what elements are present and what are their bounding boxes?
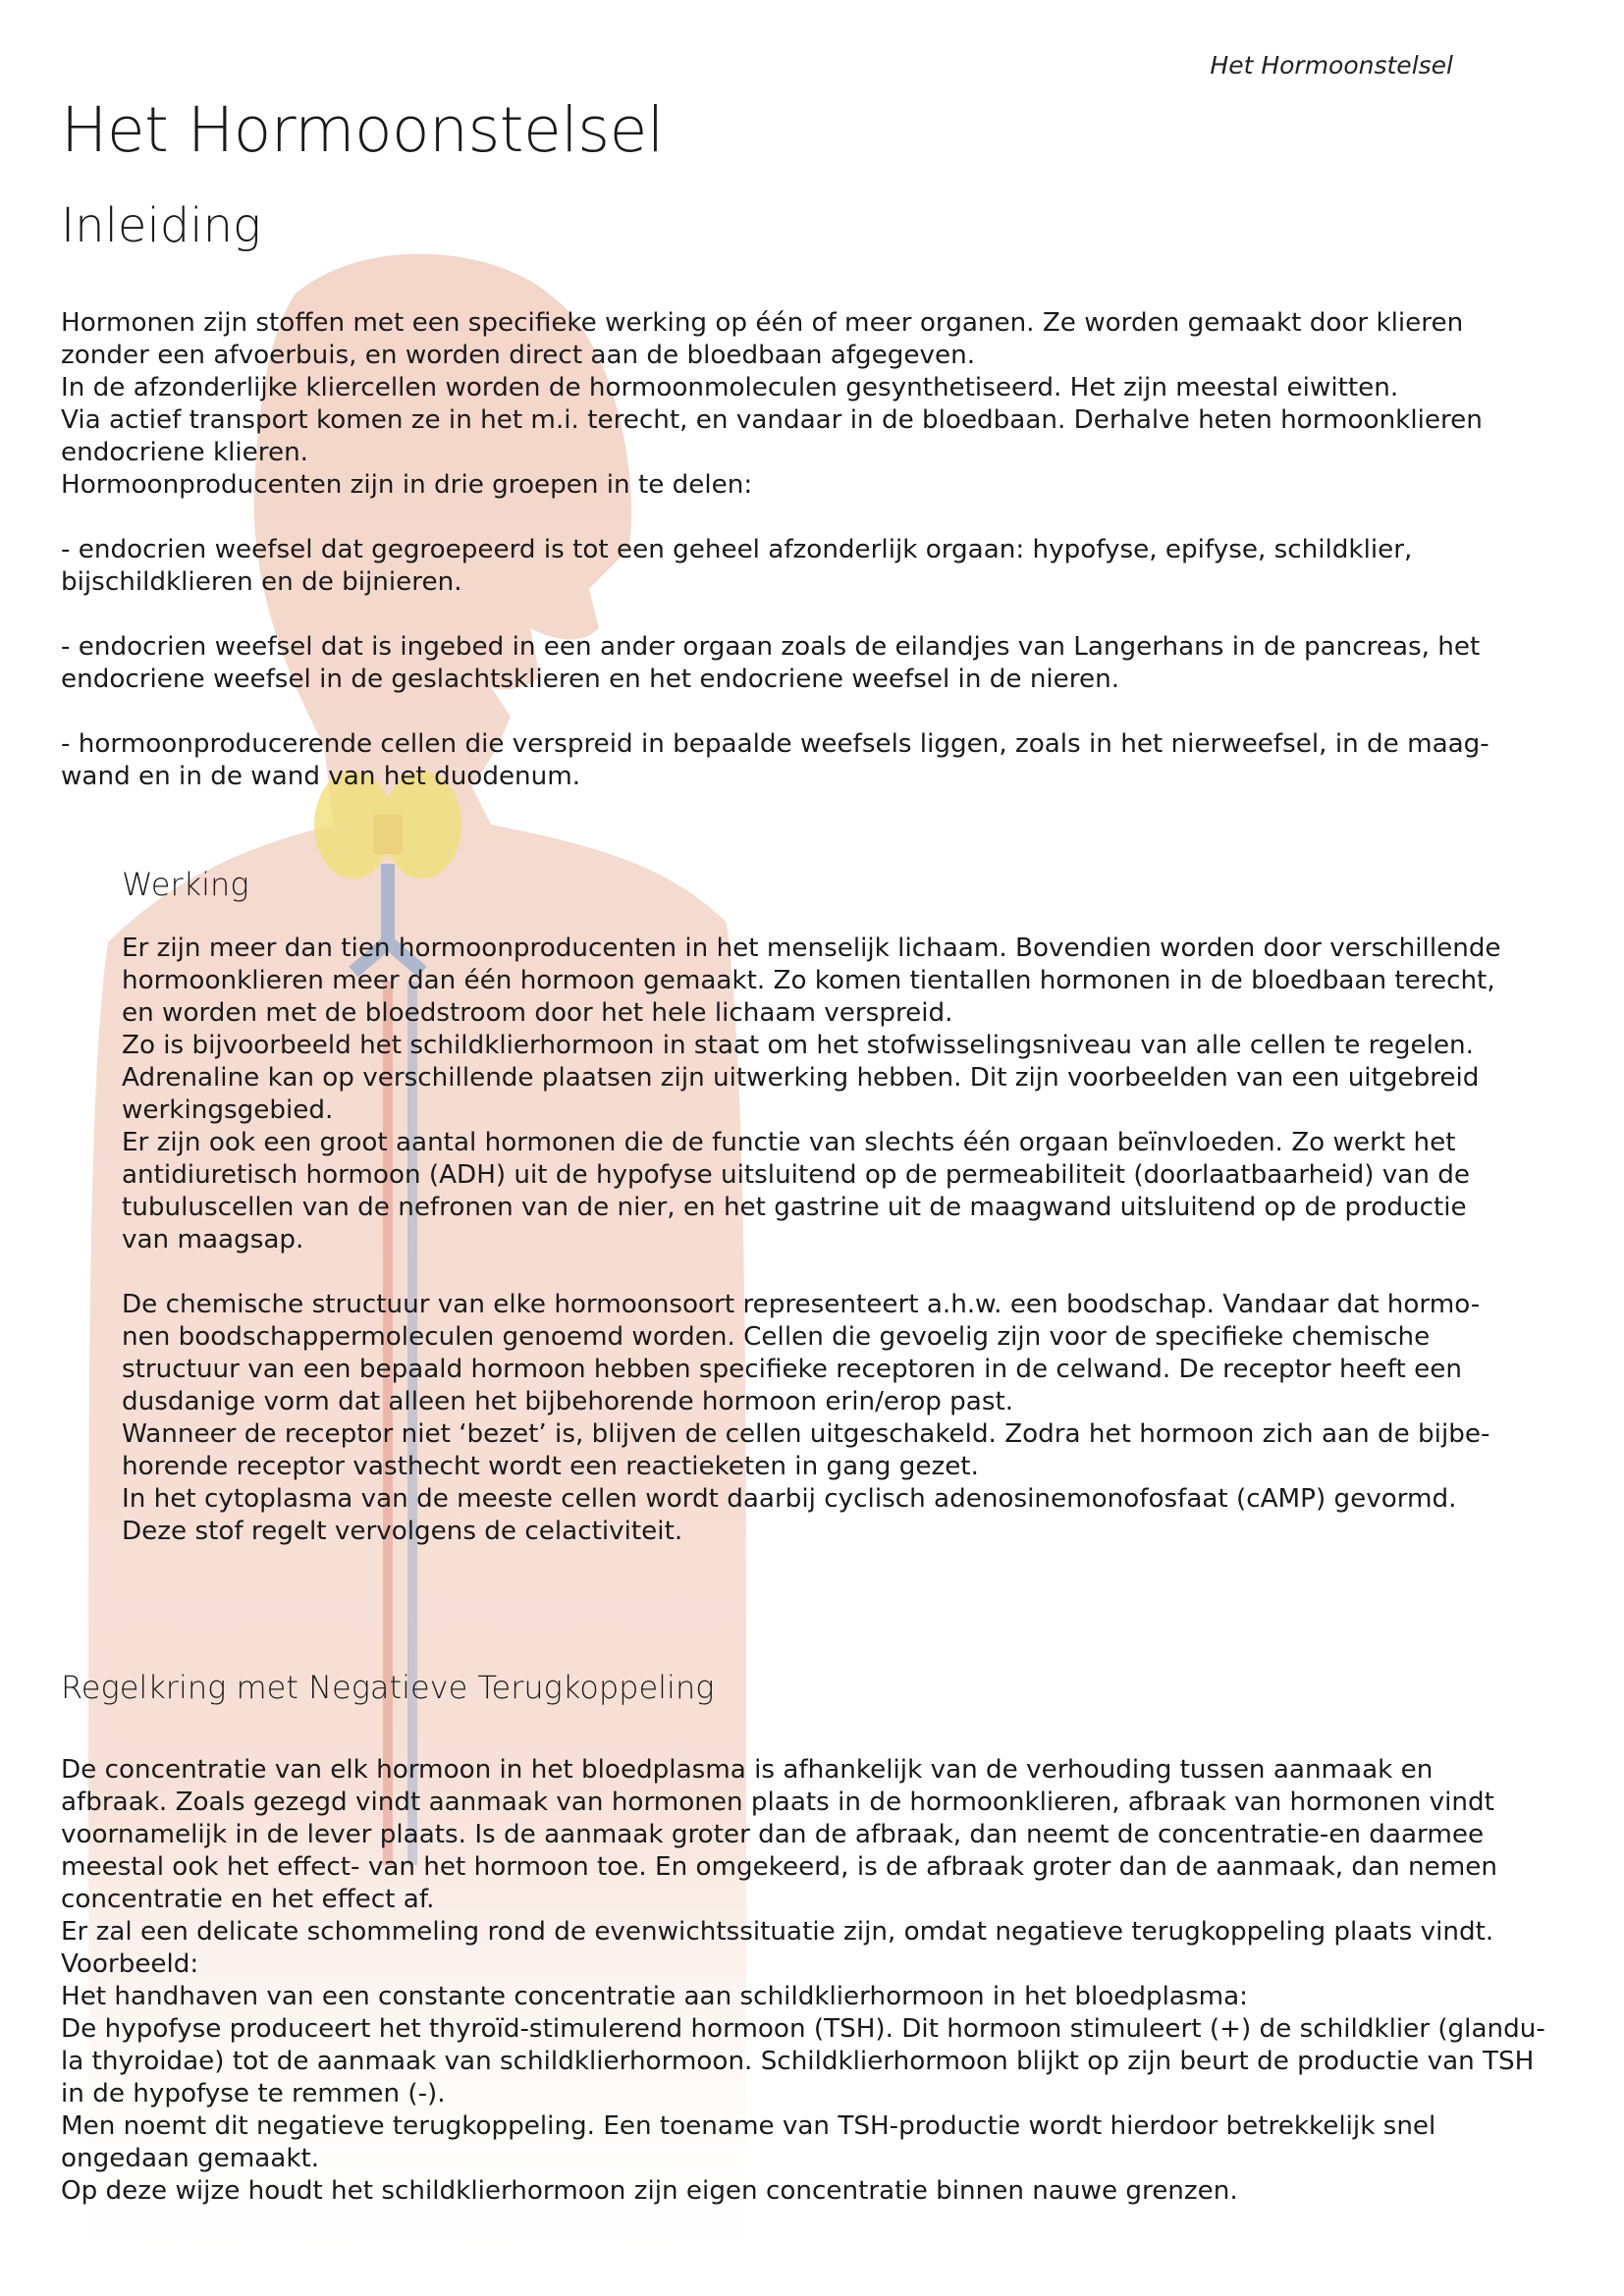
section-heading-inleiding: Inleiding [61, 198, 261, 253]
page-title: Het Hormoonstelsel [61, 94, 664, 166]
section-heading-werking: Werking [122, 866, 249, 903]
paragraph: - endocrien weefsel dat is ingebed in een ander orgaan zoals de eilandjes van Langerhans in de pancreas, het endocriene weefsel in de geslachtsklieren en het endocriene weefsel in de nieren. [61, 632, 1481, 694]
paragraph: De chemische structuur van elke hormoonsoort representeert a.h.w. een boodschap. Vandaar dat hormo- nen boodschappermoleculen genoemd worden. Cellen die gevoelig zijn voor de specifieke chemische structuur van een bepaald hormoon hebben specifieke receptoren in de celwand. De receptor heeft een dusdanige vorm dat alleen het bijbehorende hormoon erin/erop past. Wanneer de receptor niet ‘bezet’ is, blijven de cellen uitgeschakeld. Zodra het hormoon zich aan de bijbe- horende receptor vasthecht wordt een reactieketen in gang gezet. In het cytoplasma van de meeste cellen wordt daarbij cyclisch adenosinemonofosfaat (cAMP) gevormd. Deze stof regelt vervolgens de celactiviteit. [122, 1290, 1490, 1546]
paragraph: - hormoonproducerende cellen die verspreid in bepaalde weefsels liggen, zoals in het nierweefsel, in de maag- wand en in de wand van het duodenum. [61, 729, 1489, 791]
paragraph: De concentratie van elk hormoon in het bloedplasma is afhankelijk van de verhouding tussen aanmaak en afbraak. Zoals gezegd vindt aanmaak van hormonen plaats in de hormoonklieren, afbraak van hormonen vindt voornamelijk in de lever plaats. Is de aanmaak groter dan de afbraak, dan neemt de concentratie-en daarmee meestal ook het effect- van het hormoon toe. En omgekeerd, is de afbraak groter dan de aanmaak, dan nemen concentratie en het effect af. Er zal een delicate schommeling rond de evenwichtssituatie zijn, omdat negatieve terugkoppeling plaats vindt. Voorbeeld: Het handhaven van een constante concentratie aan schildklierhormoon in het bloedplasma: De hypofyse produceert het thyroïd-stimulerend hormoon (TSH). Dit hormoon stimuleert (+) de schildklier (glandu- la thyroidae) tot de aanmaak van schildklierhormoon. Schildklierhormoon blijkt op zijn beurt de productie van TSH in de hypofyse te remmen (-). Men noemt dit negatieve terugkoppeling. Een toename van TSH-productie wordt hierdoor betrekkelijk snel ongedaan gemaakt. Op deze wijze houdt het schildklierhormoon zijn eigen concentratie binnen nauwe grenzen. [61, 1755, 1545, 2206]
section-heading-werking-wrap [122, 866, 249, 903]
section-inleiding [61, 307, 1563, 793]
paragraph: - endocrien weefsel dat gegroepeerd is tot een geheel afzonderlijk orgaan: hypofyse, epifyse, schildklier, bijschildklieren en de bijnieren. [61, 535, 1413, 597]
paragraph: Er zijn meer dan tien hormoonproducenten in het menselijk lichaam. Bovendien worden door verschillende hormoonklieren meer dan één hormoon gemaakt. Zo komen tientallen hormonen in de bloedbaan terecht, en worden met de bloedstroom door het hele lichaam verspreid. Zo is bijvoorbeeld het schildklierhormoon in staat om het stofwisselingsniveau van alle cellen te regelen. Adrenaline kan op verschillende plaatsen zijn uitwerking hebben. Dit zijn voorbeelden van een uitgebreid werkingsgebied. Er zijn ook een groot aantal hormonen die de functie van slechts één orgaan beïnvloeden. Zo werkt het antidiuretisch hormoon (ADH) uit de hypofyse uitsluitend op de permeabiliteit (doorlaatbaarheid) van de tubuluscellen van de nefronen van de nier, en het gastrine uit de maagwand uitsluitend op de productie van maagsap. [122, 934, 1501, 1255]
section-heading-regelkring: Regelkring met Negatieve Terugkoppeling [61, 1669, 715, 1706]
paragraph: Hormonen zijn stoffen met een specifieke werking op één of meer organen. Ze worden gemaakt door klieren zonder een afvoerbuis, en worden direct aan de bloedbaan afgegeven. In de afzonderlijke kliercellen worden de hormoonmoleculen gesynthetiseerd. Het zijn meestal eiwitten. Via actief transport komen ze in het m.i. terecht, en vandaar in de bloedbaan. Derhalve heten hormoonklieren endocriene klieren. Hormoonproducenten zijn in drie groepen in te delen: [61, 308, 1483, 500]
section-heading-regelkring-wrap [61, 1669, 714, 1706]
section-werking [122, 933, 1565, 1548]
running-header: Het Hormoonstelsel [1210, 51, 1453, 80]
section-regelkring [61, 1754, 1563, 2208]
